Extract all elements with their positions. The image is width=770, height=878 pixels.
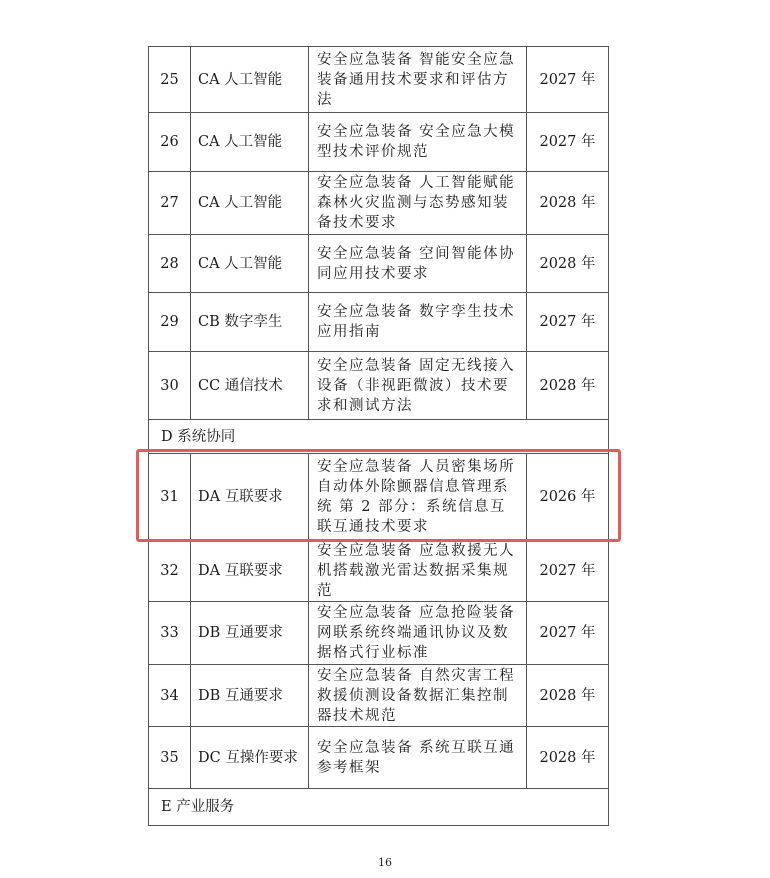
row-category: DC 互操作要求 (191, 727, 309, 789)
table-row (149, 454, 609, 541)
section-heading: E 产业服务 (149, 789, 609, 826)
row-category: CA 人工智能 (191, 47, 309, 113)
table-row (149, 541, 609, 602)
table-row (149, 665, 609, 727)
table-row (149, 47, 609, 113)
row-category: DB 互通要求 (191, 665, 309, 727)
standards-table (148, 46, 609, 826)
row-year: 2028 年 (527, 172, 609, 235)
row-title: 安全应急装备 应急抢险装备网联系统终端通讯协议及数据格式行业标准 (309, 602, 527, 665)
row-category: CA 人工智能 (191, 235, 309, 293)
row-year: 2026 年 (527, 454, 609, 541)
section-heading: D 系统协同 (149, 420, 609, 454)
row-title: 安全应急装备 人员密集场所自动体外除颤器信息管理系统 第 2 部分：系统信息互联互通技术要求 (309, 454, 527, 541)
row-year: 2027 年 (527, 113, 609, 172)
table-row (149, 172, 609, 235)
row-year: 2027 年 (527, 293, 609, 352)
row-number: 32 (149, 541, 191, 602)
row-year: 2028 年 (527, 665, 609, 727)
row-category: CC 通信技术 (191, 352, 309, 420)
row-title: 安全应急装备 数字孪生技术应用指南 (309, 293, 527, 352)
section-row (149, 789, 609, 826)
row-category: CA 人工智能 (191, 113, 309, 172)
row-year: 2027 年 (527, 602, 609, 665)
row-number: 28 (149, 235, 191, 293)
page-number: 16 (378, 856, 392, 869)
row-category: CA 人工智能 (191, 172, 309, 235)
row-number: 35 (149, 727, 191, 789)
row-title: 安全应急装备 自然灾害工程救援侦测设备数据汇集控制器技术规范 (309, 665, 527, 727)
row-title: 安全应急装备 应急救援无人机搭载激光雷达数据采集规范 (309, 541, 527, 602)
row-number: 31 (149, 454, 191, 541)
table-row (149, 352, 609, 420)
row-number: 33 (149, 602, 191, 665)
table-row (149, 113, 609, 172)
row-category: CB 数字孪生 (191, 293, 309, 352)
row-title: 安全应急装备 空间智能体协同应用技术要求 (309, 235, 527, 293)
row-title: 安全应急装备 人工智能赋能森林火灾监测与态势感知装备技术要求 (309, 172, 527, 235)
row-year: 2027 年 (527, 47, 609, 113)
row-title: 安全应急装备 系统互联互通参考框架 (309, 727, 527, 789)
row-title: 安全应急装备 安全应急大模型技术评价规范 (309, 113, 527, 172)
row-category: DA 互联要求 (191, 541, 309, 602)
row-category: DA 互联要求 (191, 454, 309, 541)
table-row (149, 602, 609, 665)
row-year: 2028 年 (527, 727, 609, 789)
row-number: 34 (149, 665, 191, 727)
row-number: 29 (149, 293, 191, 352)
table-row (149, 727, 609, 789)
row-year: 2027 年 (527, 541, 609, 602)
row-title: 安全应急装备 固定无线接入设备（非视距微波）技术要求和测试方法 (309, 352, 527, 420)
row-year: 2028 年 (527, 235, 609, 293)
table-row (149, 235, 609, 293)
row-year: 2028 年 (527, 352, 609, 420)
row-category: DB 互通要求 (191, 602, 309, 665)
section-row (149, 420, 609, 454)
row-number: 25 (149, 47, 191, 113)
row-number: 26 (149, 113, 191, 172)
row-title: 安全应急装备 智能安全应急装备通用技术要求和评估方法 (309, 47, 527, 113)
table-row (149, 293, 609, 352)
row-number: 30 (149, 352, 191, 420)
row-number: 27 (149, 172, 191, 235)
